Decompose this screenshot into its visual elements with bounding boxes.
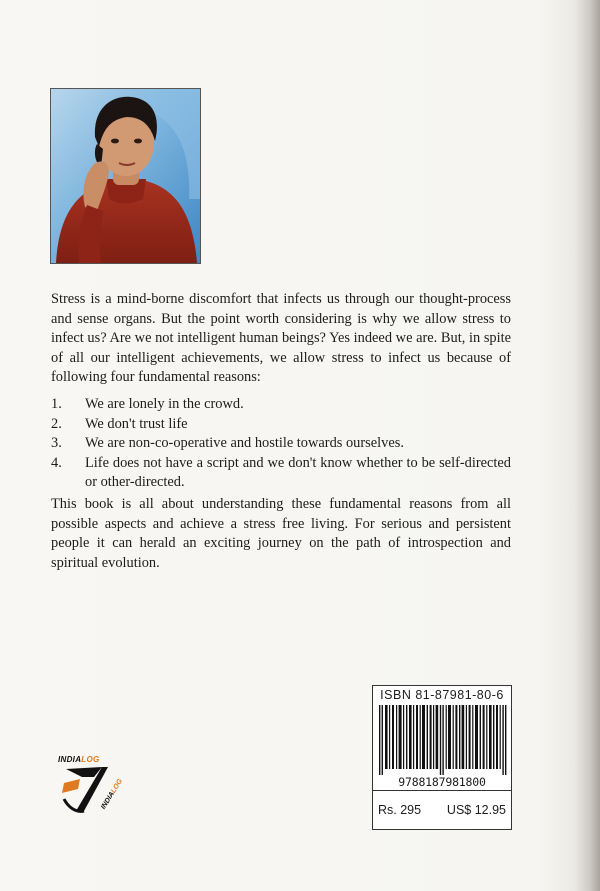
book-blurb — [51, 290, 511, 388]
list-number: 2. — [51, 415, 62, 432]
publisher-name-part2: LOG — [81, 755, 100, 764]
barcode-panel — [372, 685, 512, 830]
publisher-logo — [58, 755, 125, 819]
list-text: We are lonely in the crowd. — [85, 396, 244, 412]
author-portrait — [51, 89, 200, 263]
price-inr: Rs. 295 — [378, 803, 422, 817]
isbn-label: ISBN 81-87981-80-6 — [380, 688, 504, 702]
list-item — [51, 395, 511, 415]
list-text: We are non-co-operative and hostile towards ourselves. — [85, 435, 404, 451]
author-photo — [50, 88, 201, 264]
list-number: 3. — [51, 435, 62, 451]
list-item — [51, 434, 511, 454]
price-row — [373, 792, 511, 828]
list-text: Life does not have a script and we don't know whether to be self-directed or other-directed. — [85, 454, 511, 490]
reasons-list — [51, 395, 511, 493]
barcode-bars — [379, 705, 507, 775]
closing-paragraph: This book is all about understanding these fundamental reasons from all possible aspects and achieve a stress free living. For serious and persistent people it can herald an exciting journey on the path of introspection and spiritual evolution. — [51, 496, 511, 571]
barcode-number: 9788187981800 — [398, 775, 486, 789]
list-text: We don't trust life — [85, 415, 188, 432]
publisher-name-part1: INDIA — [58, 755, 82, 764]
cover-edge-shadow — [574, 0, 600, 891]
list-item — [51, 415, 511, 435]
list-number: 4. — [51, 454, 62, 471]
blurb-paragraph: Stress is a mind-borne discomfort that infects us through our thought-process and sense organs. But the point worth considering is why we allow stress to infect us? Are we not intelligent human beings? Yes indeed we are. But, in spite of all our intelligent achievements, we allow stress to infect us because of following four fundamental reasons: — [51, 291, 511, 385]
list-number: 1. — [51, 396, 62, 412]
list-item — [51, 454, 511, 493]
publisher-vertical-part1: INDIA — [100, 790, 117, 811]
price-usd: US$ 12.95 — [446, 803, 506, 817]
barcode-divider — [373, 790, 511, 791]
publisher-vertical-part2: LOG — [110, 777, 125, 795]
